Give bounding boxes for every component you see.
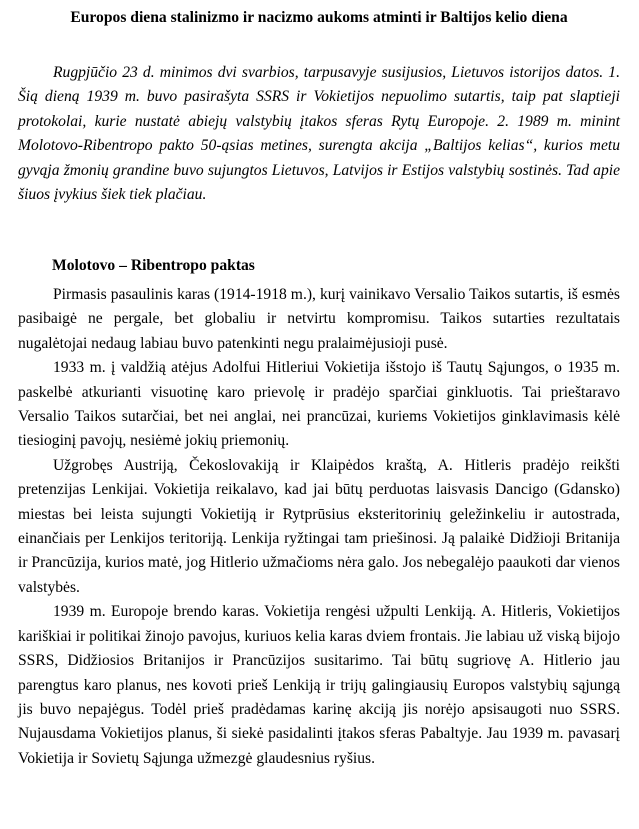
intro-paragraph: Rugpjūčio 23 d. minimos dvi svarbios, tarpusavyje susijusios, Lietuvos istorijos datos. 1. Šią dieną 1939 m. buvo pasirašyta SSRS ir Vokietijos nepuolimo sutartis, taip pat slaptieji protokolai, kurie nustatė abiejų valstybių įtakos sferas Rytų Europoje. 2. 1989 m. minint Molotovo-Ribentropo pakto 50-ąsias metines, surengta akcija „Baltijos kelias“, kurios metu gyvąja žmonių grandine buvo sujungtos Lietuvos, Latvijos ir Estijos valstybių sostinės. Tad apie šiuos įvykius šiek tiek plačiau. xyxy=(18,64,620,204)
section-body xyxy=(18,283,620,771)
body-paragraph: Užgrobęs Austriją, Čekoslovakiją ir Klaipėdos kraštą, A. Hitleris pradėjo reikšti pretenzijas Lenkijai. Vokietija reikalavo, kad jai būtų perduotas laisvasis Dancigo (Gdansko) miestas bei leista sujungti Vokietiją ir Rytprūsius eksteritorinių geležinkeliu ir autostrada, einančiais per Lenkijos teritoriją. Lenkija ryžtingai tam priešinosi. Ją palaikė Didžioji Britanija ir Prancūzija, kurios matė, jog Hitlerio užmačioms nėra galo. Jos nebegalėjo paaukoti dar vienos valstybės. xyxy=(18,456,620,596)
body-paragraph: Pirmasis pasaulinis karas (1914-1918 m.), kurį vainikavo Versalio Taikos sutartis, iš esmės pasibaigė ne pergale, bet globaliu ir netvirtu kompromisu. Taikos sutarties rezultatais nugalėtojai nedaug labiau buvo patenkinti negu pralaimėjusioji pusė. xyxy=(18,286,620,352)
section-heading: Molotovo – Ribentropo paktas xyxy=(52,257,255,274)
body-paragraph: 1933 m. į valdžią atėjus Adolfui Hitleriui Vokietija išstojo iš Tautų Sąjungos, o 1935 m. paskelbė atkurianti visuotinę karo prievolę ir pradėjo sparčiai ginkluotis. Tai prieštaravo Versalio Taikos sutarčiai, bet nei anglai, nei prancūzai, kuriems Vokietijos ginklavimasis kėlė tiesioginį pavojų, nesiėmė jokių priemonių. xyxy=(18,359,620,450)
body-paragraph: 1939 m. Europoje brendo karas. Vokietija rengėsi užpulti Lenkiją. A. Hitleris, Vokietijos kariškiai ir politikai žinojo pavojus, kuriuos kelia karas dviem frontais. Jie labiau už viską bijojo SSRS, Didžiosios Britanijos ir Prancūzijos susitarimo. Tai būtų sugriovę A. Hitlerio jau parengtus karo planus, nes kovoti prieš Lenkiją ir trijų galingiausių Europos valstybių sąjungą jis buvo nepajėgus. Todėl prieš pradėdamas karinę akciją jis norėjo apsisaugoti nuo SSRS. Nujausdama Vokietijos planus, ši siekė pasidalinti įtakos sferas Pabaltyje. Jau 1939 m. pavasarį Vokietija ir Sovietų Sąjunga užmezgė glaudesnius ryšius. xyxy=(18,603,620,767)
document-title: Europos diena stalinizmo ir nacizmo aukoms atminti ir Baltijos kelio diena xyxy=(70,9,568,26)
